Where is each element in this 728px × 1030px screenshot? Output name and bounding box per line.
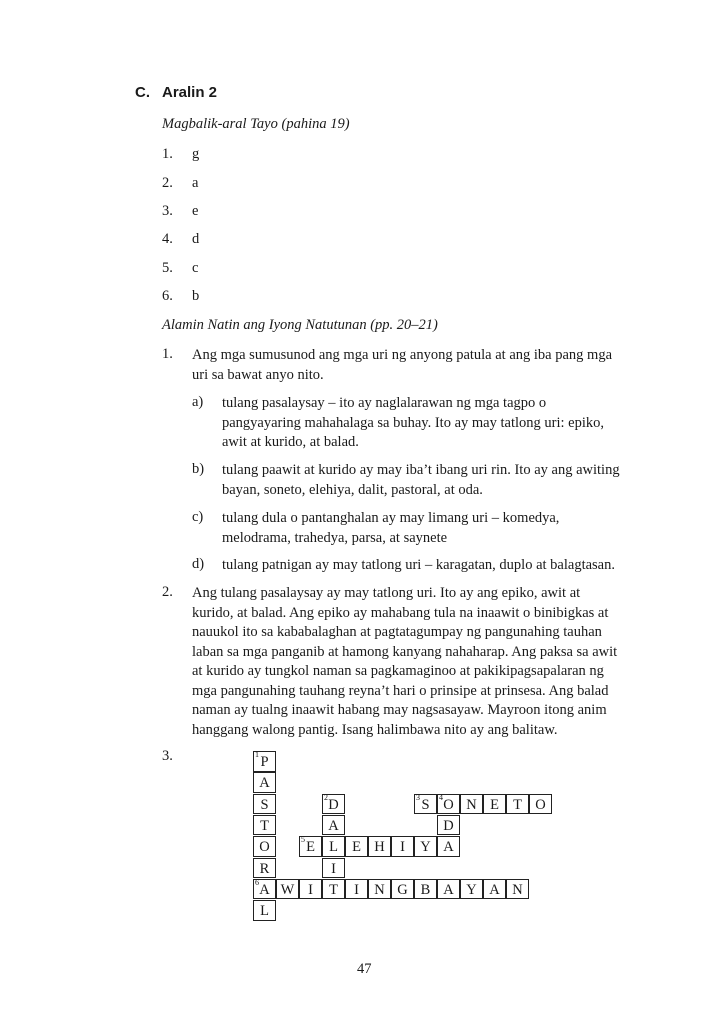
crossword-cell [437,836,460,857]
crossword-letter: T [329,881,338,898]
text-line: Ang mga sumusunod ang mga uri ng anyong patula at ang iba pang mga [192,347,613,363]
review-item-number: 1. [162,146,173,162]
crossword-cell [253,858,276,879]
text-line: kurido, at balad. Ang epiko ay mahabang tula na inaawit o binibigkas at [192,604,609,621]
text-line: mga pangunahing tauhang reyna’t hari o prinsipe at prinsesa. Ang balad [192,682,609,699]
text-line: tulang patnigan ay may tatlong uri – karagatan, duplo at balagtasan. [222,557,615,573]
text-line: melodrama, trahedya, parsa, at saynete [222,529,448,546]
crossword-cell [414,794,437,815]
crossword-cell [460,879,483,900]
crossword-letter: O [535,796,546,813]
text-line: Ang tulang pasalaysay ay may tatlong uri. Ito ay ang epiko, awit at [192,585,581,601]
text-line: bayan, soneto, elehiya, dalit, pastoral, at oda. [222,481,483,498]
review-item-answer: c [192,260,199,276]
crossword-letter: I [308,881,313,898]
review-item-number: 5. [162,260,173,276]
crossword-cell [253,794,276,815]
crossword-cell [368,836,391,857]
crossword-letter: N [466,796,477,813]
crossword-letter: A [259,775,270,792]
text-line: naman ay tualng inaawit habang may nagsasayaw. Mayroon itong anim [192,702,607,718]
crossword-letter: I [331,860,336,877]
crossword-cell [391,879,414,900]
crossword-letter: I [354,881,359,898]
crossword-letter: R [259,860,270,877]
crossword-cell [368,879,391,900]
crossword-clue-number: 1 [255,750,259,759]
crossword-cell [345,879,368,900]
review-item-number: 3. [162,203,173,219]
text-line: nauukol ito sa kababalaghan at pagtatagumpay ng pangunahing tauhan [192,624,602,640]
item-number: 2. [162,584,173,600]
crossword-letter: O [259,839,270,856]
crossword-letter: N [374,881,385,898]
crossword-letter: A [443,839,454,856]
text-line: tulang paawit at kurido ay may iba’t ibang uri rin. Ito ay ang awiting [222,462,620,478]
crossword-letter: Y [466,881,477,898]
text-line: hanggang walong pantig. Isang halimbawa nito ay ang balitaw. [192,721,558,738]
review-item-answer: b [192,288,200,304]
crossword-cell [460,794,483,815]
crossword-cell [529,794,552,815]
review-item-number: 2. [162,175,173,191]
crossword-letter: B [420,881,431,898]
crossword-cell [437,815,460,836]
crossword-cell [253,751,276,772]
crossword-cell [437,879,460,900]
text-line: laban sa mga panganib at hamong kanyang nahaharap. Ang paksa sa awit [192,643,618,660]
item-number: 3. [162,748,173,764]
text-line: tulang pasalaysay – ito ay naglalarawan ng mga tagpo o [222,395,547,411]
crossword-cell [506,879,529,900]
review-item-answer: g [192,146,200,162]
crossword-cell [483,879,506,900]
crossword-letter: E [352,839,361,856]
review-item-answer: d [192,231,200,247]
review-item-number: 6. [162,288,173,304]
crossword-clue-number: 5 [301,835,305,845]
crossword-letter: A [489,881,500,898]
crossword-letter: Y [420,839,431,856]
crossword-letter: D [443,817,454,834]
crossword-cell [322,836,345,857]
crossword-letter: A [443,881,454,898]
crossword-cell [253,836,276,857]
crossword-cell [299,836,322,857]
learn-heading: Alamin Natin ang Iyong Natutunan (pp. 20–21) [162,317,438,333]
crossword-cell [253,815,276,836]
crossword-letter: O [443,796,454,813]
review-heading: Magbalik-aral Tayo (pahina 19) [162,116,350,132]
crossword-letter: T [260,817,269,834]
crossword-letter: S [421,796,430,813]
crossword-letter: W [280,881,295,898]
sub-item-label: c) [192,509,204,525]
review-item-number: 4. [162,231,173,247]
text-line: tulang dula o pantanghalan ay may limang uri – komedya, [222,510,560,526]
section-letter: C. [135,84,150,101]
crossword-clue-number: 3 [416,792,420,802]
sub-item-label: b) [192,461,205,477]
crossword-cell [253,900,276,921]
crossword-cell [437,794,460,815]
crossword-letter: G [397,881,408,898]
crossword-cell [322,858,345,879]
crossword-cell [322,794,345,815]
crossword-letter: S [260,796,269,813]
crossword-letter: D [328,796,339,813]
crossword-cell [414,879,437,900]
crossword-letter: L [329,839,338,856]
crossword-letter: A [259,881,270,898]
crossword-letter: N [512,881,523,898]
crossword-letter: E [306,839,315,856]
review-item-answer: a [192,175,199,191]
crossword-cell [299,879,322,900]
sub-item-label: d) [192,556,205,572]
crossword-cell [253,879,276,900]
text-line: at kurido ay tungkol naman sa pagkamaginoo at pakikipagsapalaran ng [192,663,604,679]
text-line: awit at kurido, at balad. [222,434,359,450]
crossword-letter: E [490,796,499,813]
crossword-cell [322,879,345,900]
crossword-letter: L [260,903,269,920]
section-title: Aralin 2 [162,84,218,101]
item-number: 1. [162,346,173,362]
crossword-clue-number: 2 [324,792,328,802]
crossword-cell [506,794,529,815]
text-line: uri sa bawat anyo nito. [192,366,324,383]
review-item-answer: e [192,203,199,219]
crossword-cell [345,836,368,857]
crossword-letter: H [374,839,385,856]
crossword-cell [414,836,437,857]
crossword-letter: I [400,839,405,856]
crossword-cell [391,836,414,857]
crossword-cell [322,815,345,836]
crossword-clue-number: 6 [255,877,259,887]
crossword-clue-number: 4 [439,792,443,802]
crossword-letter: T [513,796,522,813]
crossword-letter: P [260,754,269,770]
sub-item-label: a) [192,394,204,410]
text-line: pangyayaring mahahalaga sa buhay. Ito ay may tatlong uri: epiko, [222,414,604,431]
crossword-cell [276,879,299,900]
crossword-cell [253,772,276,793]
page-number: 47 [357,961,372,977]
crossword-cell [483,794,506,815]
crossword-letter: A [328,817,339,834]
